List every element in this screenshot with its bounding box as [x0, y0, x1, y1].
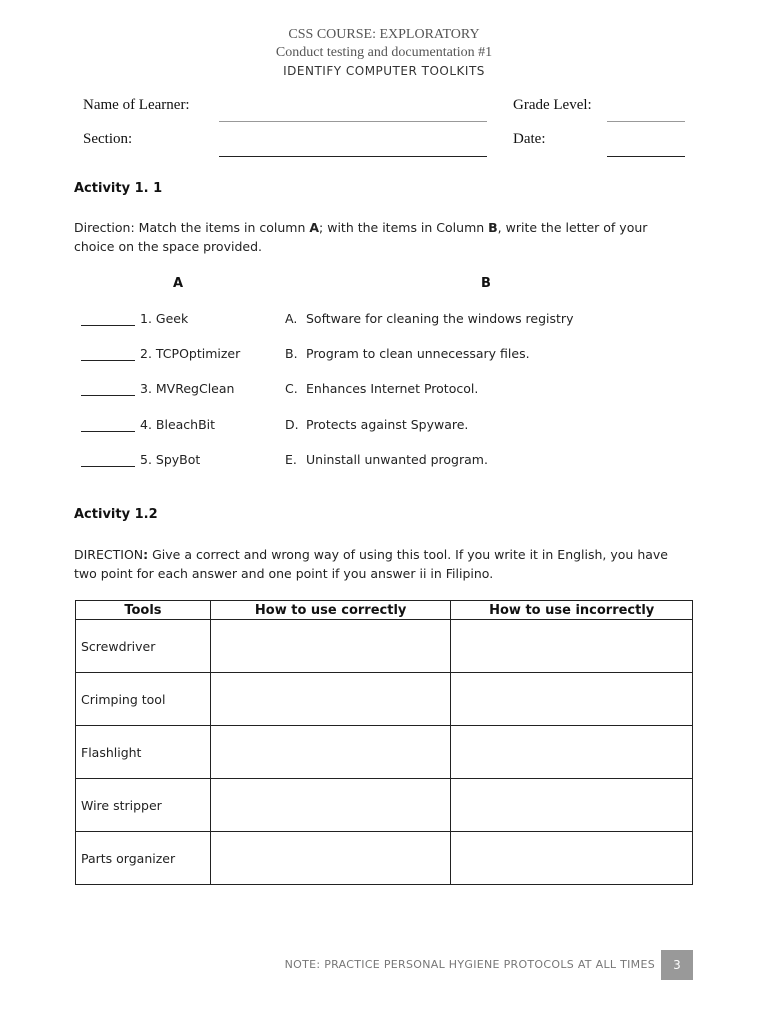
column-b-letter: C. [285, 381, 298, 396]
column-a-item: 2. TCPOptimizer [140, 346, 241, 361]
name-label: Name of Learner: [83, 97, 190, 113]
header-incorrect-use: How to use incorrectly [451, 601, 693, 620]
column-a-item: 4. BleachBit [140, 417, 216, 432]
column-b-letter: B. [285, 346, 298, 361]
column-b-item: Enhances Internet Protocol. [306, 381, 479, 396]
column-b-item: Protects against Spyware. [306, 417, 469, 432]
section-field[interactable] [219, 156, 487, 157]
column-b-letter: E. [285, 452, 297, 467]
answer-blank-5[interactable] [81, 466, 135, 467]
module-title: Conduct testing and documentation #1 [275, 45, 493, 60]
tool-name: Parts organizer [76, 832, 211, 885]
column-a-item: 1. Geek [140, 311, 189, 326]
header-correct-use: How to use correctly [210, 601, 451, 620]
correct-use-cell[interactable] [210, 726, 451, 779]
answer-blank-4[interactable] [81, 431, 135, 432]
correct-use-cell[interactable] [210, 673, 451, 726]
column-b-letter: D. [285, 417, 299, 432]
incorrect-use-cell[interactable] [451, 832, 693, 885]
direction-text: Give a correct and wrong way of using this tool. If you write it in English, you have two point for each answer and one point if you answer ii in Filipino. [74, 547, 668, 581]
column-b-item: Program to clean unnecessary files. [306, 346, 530, 361]
column-a-item: 5. SpyBot [140, 452, 201, 467]
direction-colon: : [143, 547, 149, 562]
table-row [76, 832, 693, 885]
column-b-item: Uninstall unwanted program. [306, 452, 488, 467]
document-header [0, 26, 768, 80]
footer-note: NOTE: PRACTICE PERSONAL HYGIENE PROTOCOLS AT ALL TIMES [284, 958, 655, 971]
tool-name: Screwdriver [76, 620, 211, 673]
activity-2-title: Activity 1.2 [74, 507, 158, 522]
activity-2-direction [74, 545, 684, 583]
column-b-item: Software for cleaning the windows registry [306, 311, 574, 326]
incorrect-use-cell[interactable] [451, 673, 693, 726]
incorrect-use-cell[interactable] [451, 620, 693, 673]
lesson-title: IDENTIFY COMPUTER TOOLKITS [283, 64, 485, 78]
correct-use-cell[interactable] [210, 779, 451, 832]
answer-blank-3[interactable] [81, 395, 135, 396]
grade-level-field[interactable] [607, 121, 685, 122]
table-header-row [76, 601, 693, 620]
direction-column-b: B [488, 220, 498, 235]
page-number: 3 [661, 950, 693, 980]
column-b-letter: A. [285, 311, 298, 326]
header-tools: Tools [76, 601, 211, 620]
table-row [76, 673, 693, 726]
correct-use-cell[interactable] [210, 620, 451, 673]
correct-use-cell[interactable] [210, 832, 451, 885]
tools-table [75, 600, 693, 885]
direction-label: DIRECTION [74, 547, 144, 562]
direction-text: Direction: Match the items in column [74, 220, 310, 235]
answer-blank-2[interactable] [81, 360, 135, 361]
column-b-header: B [481, 276, 491, 291]
date-label: Date: [513, 131, 546, 147]
table-row [76, 779, 693, 832]
incorrect-use-cell[interactable] [451, 779, 693, 832]
direction-text: , write the letter of your choice on the space provided. [74, 220, 648, 254]
tool-name: Flashlight [76, 726, 211, 779]
column-a-header: A [173, 276, 184, 291]
answer-blank-1[interactable] [81, 325, 135, 326]
direction-text: ; with the items in Column [319, 220, 489, 235]
column-a-item: 3. MVRegClean [140, 381, 235, 396]
tool-name: Crimping tool [76, 673, 211, 726]
date-field[interactable] [607, 156, 685, 157]
activity-1-direction [74, 218, 684, 256]
course-title: CSS COURSE: EXPLORATORY [288, 27, 480, 42]
tool-name: Wire stripper [76, 779, 211, 832]
direction-column-a: A [309, 220, 320, 235]
incorrect-use-cell[interactable] [451, 726, 693, 779]
name-field[interactable] [219, 121, 487, 122]
table-row [76, 620, 693, 673]
activity-1-title: Activity 1. 1 [74, 181, 163, 196]
table-row [76, 726, 693, 779]
grade-level-label: Grade Level: [513, 97, 592, 113]
section-label: Section: [83, 131, 133, 147]
